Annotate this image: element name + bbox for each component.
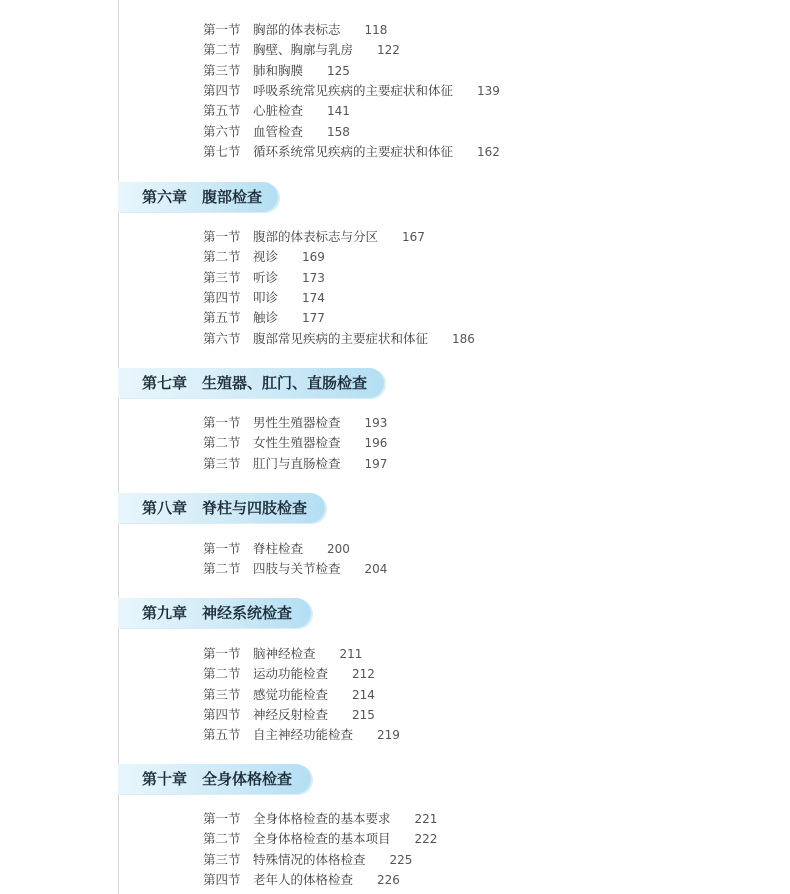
toc-entry[interactable] [203, 685, 375, 705]
toc-entry[interactable] [203, 644, 362, 664]
section-number: 第三节 [203, 686, 241, 702]
section-title: 男性生殖器检查 [253, 415, 341, 430]
toc-entry[interactable] [203, 870, 400, 890]
toc-entry[interactable] [203, 433, 387, 453]
section-page-number: 215 [352, 707, 375, 722]
section-title: 心脏检查 [253, 103, 304, 119]
section-page-number: 174 [302, 290, 325, 305]
toc-entry[interactable] [203, 268, 325, 288]
section-number: 第四节 [203, 706, 241, 722]
section-number: 第五节 [203, 727, 241, 743]
section-number: 第一节 [203, 811, 241, 826]
toc-entry[interactable] [203, 413, 387, 433]
section-number: 第三节 [203, 62, 241, 78]
section-number: 第四节 [203, 289, 241, 305]
section-title: 运动功能检查 [253, 666, 329, 682]
section-page-number: 141 [327, 104, 350, 119]
chapter-title: 第八章 脊柱与四肢检查 [142, 499, 308, 517]
section-number: 第二节 [203, 42, 241, 58]
toc-entry[interactable] [203, 829, 437, 849]
section-title: 自主神经功能检查 [253, 727, 354, 743]
section-title: 腹部常见疾病的主要症状和体征 [253, 330, 429, 346]
section-title: 听诊 [253, 269, 279, 285]
section-page-number: 221 [414, 812, 438, 826]
section-title: 脊柱检查 [253, 541, 304, 556]
section-number: 第五节 [203, 310, 241, 326]
section-number: 第二节 [203, 561, 241, 577]
section-title: 神经反射检查 [253, 706, 329, 722]
section-page-number: 162 [477, 144, 500, 159]
section-number: 第二节 [203, 666, 241, 682]
section-page-number: 139 [477, 83, 500, 98]
toc-entry[interactable] [203, 61, 350, 81]
toc-entry[interactable] [203, 227, 425, 247]
section-title: 全身体格检查的基本要求 [253, 811, 391, 826]
chapter-heading[interactable] [118, 493, 325, 523]
section-title: 脑神经检查 [253, 646, 316, 661]
chapter-heading[interactable] [118, 764, 311, 794]
section-title: 全身体格检查的基本项目 [253, 831, 391, 847]
chapter-heading[interactable] [118, 182, 278, 212]
chapter-title: 第九章 神经系统检查 [142, 604, 293, 622]
toc-entry[interactable] [203, 247, 325, 267]
section-page-number: 197 [364, 456, 388, 471]
section-title: 胸部的体表标志 [253, 22, 341, 37]
section-number: 第六节 [203, 330, 241, 346]
toc-entry[interactable] [203, 809, 437, 829]
section-number: 第五节 [203, 103, 241, 119]
toc-entry[interactable] [203, 705, 375, 725]
toc-entry[interactable] [203, 329, 475, 349]
toc-entry[interactable] [203, 850, 412, 870]
toc-entry[interactable] [203, 559, 387, 579]
section-title: 女性生殖器检查 [253, 435, 341, 451]
section-title: 循环系统常见疾病的主要症状和体征 [253, 143, 454, 159]
section-page-number: 158 [327, 124, 350, 139]
section-title: 肛门与直肠检查 [253, 455, 341, 471]
section-page-number: 196 [364, 436, 388, 451]
section-page-number: 122 [377, 43, 400, 58]
section-title: 四肢与关节检查 [253, 561, 341, 577]
section-number: 第一节 [203, 541, 241, 556]
chapter-title: 第七章 生殖器、肛门、直肠检查 [142, 374, 368, 392]
section-page-number: 125 [327, 63, 350, 78]
chapter-heading[interactable] [118, 368, 384, 398]
section-number: 第四节 [203, 871, 241, 887]
section-number: 第六节 [203, 123, 241, 139]
section-page-number: 193 [364, 416, 388, 430]
section-number: 第三节 [203, 851, 241, 867]
section-title: 叩诊 [253, 289, 279, 305]
section-number: 第二节 [203, 831, 241, 847]
section-page-number: 200 [327, 542, 350, 556]
section-page-number: 214 [352, 687, 375, 702]
section-title: 胸壁、胸廓与乳房 [253, 42, 354, 58]
toc-entry[interactable] [203, 101, 350, 121]
section-title: 腹部的体表标志与分区 [253, 229, 379, 244]
section-number: 第一节 [203, 646, 241, 661]
section-page-number: 212 [352, 667, 375, 682]
toc-entry[interactable] [203, 81, 500, 101]
section-page-number: 204 [364, 562, 388, 577]
section-page-number: 118 [364, 23, 388, 37]
section-page-number: 173 [302, 270, 325, 285]
chapter-title: 第十章 全身体格检查 [142, 770, 293, 788]
section-page-number: 177 [302, 311, 325, 326]
section-number: 第二节 [203, 435, 241, 451]
section-number: 第一节 [203, 22, 241, 37]
section-number: 第四节 [203, 82, 241, 98]
section-page-number: 186 [452, 331, 475, 346]
section-number: 第三节 [203, 269, 241, 285]
section-page-number: 222 [414, 832, 438, 847]
toc-entry[interactable] [203, 142, 500, 162]
section-title: 肺和胸膜 [253, 62, 304, 78]
chapter-title: 第六章 腹部检查 [142, 188, 263, 206]
toc-entry[interactable] [203, 539, 350, 559]
section-page-number: 211 [339, 647, 363, 661]
toc-entry[interactable] [203, 725, 400, 745]
section-number: 第一节 [203, 229, 241, 244]
section-title: 感觉功能检查 [253, 686, 329, 702]
toc-entry[interactable] [203, 664, 375, 684]
section-number: 第一节 [203, 415, 241, 430]
toc-entry[interactable] [203, 288, 325, 308]
toc-entry[interactable] [203, 308, 325, 328]
toc-entry[interactable] [203, 40, 400, 60]
section-title: 触诊 [253, 310, 279, 326]
section-number: 第七节 [203, 143, 241, 159]
section-page-number: 167 [402, 230, 425, 244]
toc-entry[interactable] [203, 454, 387, 474]
section-page-number: 219 [377, 728, 400, 743]
toc-entry[interactable] [203, 20, 387, 40]
section-page-number: 225 [389, 852, 413, 867]
toc-entry[interactable] [203, 122, 350, 142]
section-number: 第三节 [203, 455, 241, 471]
section-number: 第二节 [203, 249, 241, 265]
section-title: 呼吸系统常见疾病的主要症状和体征 [253, 82, 454, 98]
section-title: 血管检查 [253, 123, 304, 139]
section-title: 特殊情况的体格检查 [253, 851, 366, 867]
section-page-number: 226 [377, 872, 400, 887]
section-title: 老年人的体格检查 [253, 871, 354, 887]
section-title: 视诊 [253, 249, 279, 265]
chapter-heading[interactable] [118, 598, 311, 628]
section-page-number: 169 [302, 250, 325, 265]
